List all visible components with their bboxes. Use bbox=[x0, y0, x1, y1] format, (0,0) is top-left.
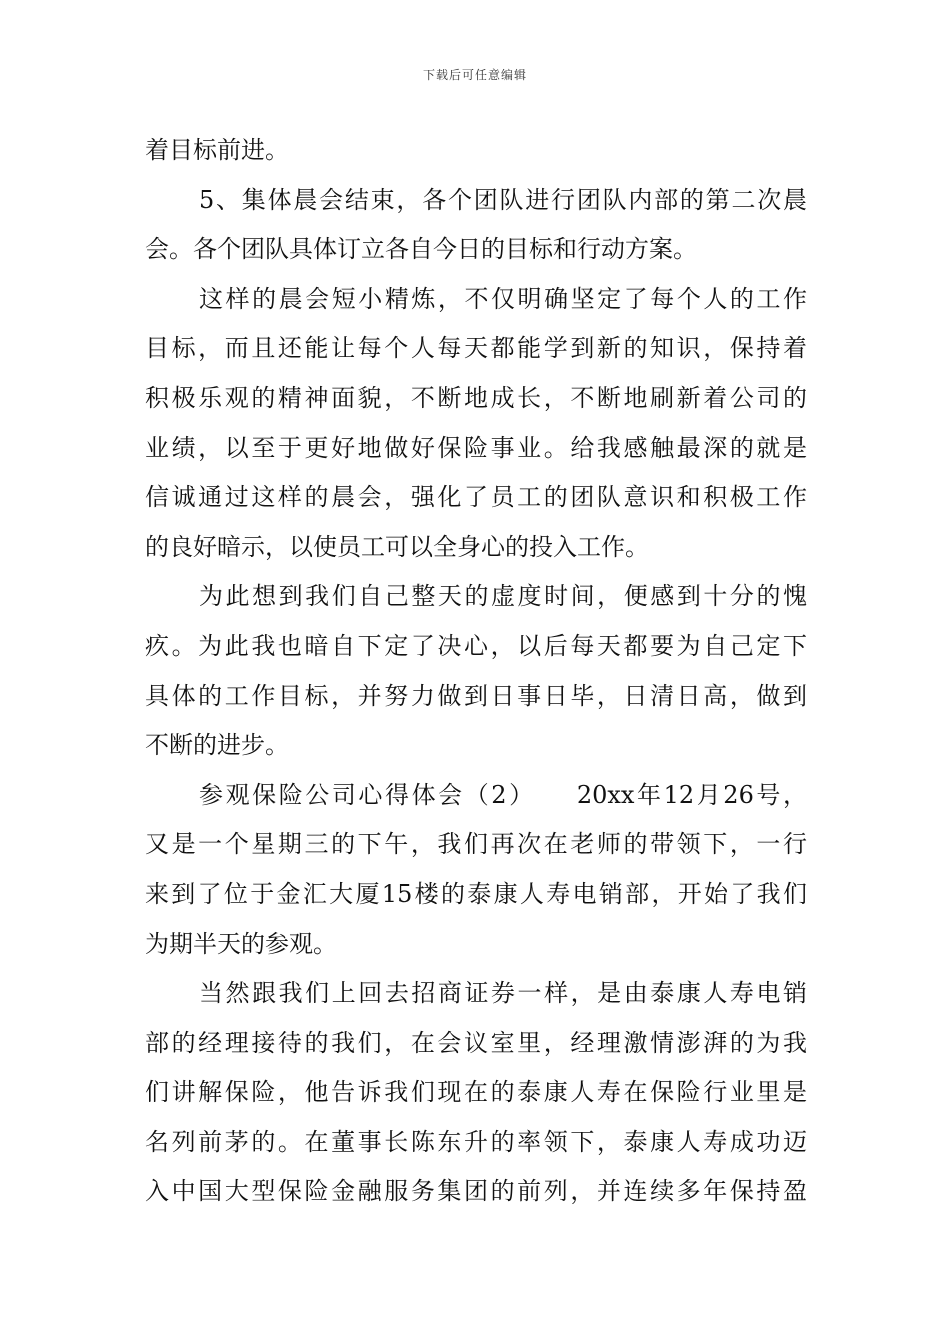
text-line: 部的经理接待的我们，在会议室里，经理激情澎湃的为我 bbox=[145, 1028, 807, 1057]
text-line: 来到了位于金汇大厦15楼的泰康人寿电销部，开始了我们 bbox=[145, 879, 807, 908]
text-line: 为期半天的参观。 bbox=[145, 929, 337, 958]
text-line: 着目标前进。 bbox=[145, 136, 289, 164]
text-line: 参观保险公司心得体会（2） 20xx年12月26号， bbox=[199, 780, 807, 809]
body-text bbox=[145, 126, 807, 1217]
text-line: 信诚通过这样的晨会，强化了员工的团队意识和积极工作 bbox=[145, 483, 807, 512]
text-line: 目标，而且还能让每个人每天都能学到新的知识，保持着 bbox=[145, 334, 807, 363]
text-line: 业绩，以至于更好地做好保险事业。给我感触最深的就是 bbox=[145, 433, 807, 462]
text-line: 的良好暗示，以使员工可以全身心的投入工作。 bbox=[145, 532, 649, 561]
text-line: 当然跟我们上回去招商证券一样，是由泰康人寿电销 bbox=[199, 979, 807, 1008]
text-line: 名列前茅的。在董事长陈东升的率领下，泰康人寿成功迈 bbox=[145, 1127, 807, 1156]
text-line: 又是一个星期三的下午，我们再次在老师的带领下，一行 bbox=[145, 830, 807, 859]
text-line: 疚。为此我也暗自下定了决心，以后每天都要为自己定下 bbox=[145, 631, 807, 660]
text-line: 积极乐观的精神面貌，不断地成长，不断地刷新着公司的 bbox=[145, 383, 807, 412]
text-line: 不断的进步。 bbox=[145, 731, 289, 760]
text-line: 这样的晨会短小精炼，不仅明确坚定了每个人的工作 bbox=[199, 284, 807, 313]
text-line: 5、集体晨会结束，各个团队进行团队内部的第二次晨 bbox=[199, 185, 807, 214]
text-line: 会。各个团队具体订立各自今日的目标和行动方案。 bbox=[145, 235, 697, 264]
text-line: 入中国大型保险金融服务集团的前列，并连续多年保持盈 bbox=[145, 1177, 807, 1206]
text-line: 们讲解保险，他告诉我们现在的泰康人寿在保险行业里是 bbox=[145, 1078, 807, 1107]
page-header: 下载后可任意编辑 bbox=[422, 68, 527, 82]
text-line: 为此想到我们自己整天的虚度时间，便感到十分的愧 bbox=[199, 582, 807, 611]
text-line: 具体的工作目标，并努力做到日事日毕，日清日高，做到 bbox=[145, 681, 807, 710]
